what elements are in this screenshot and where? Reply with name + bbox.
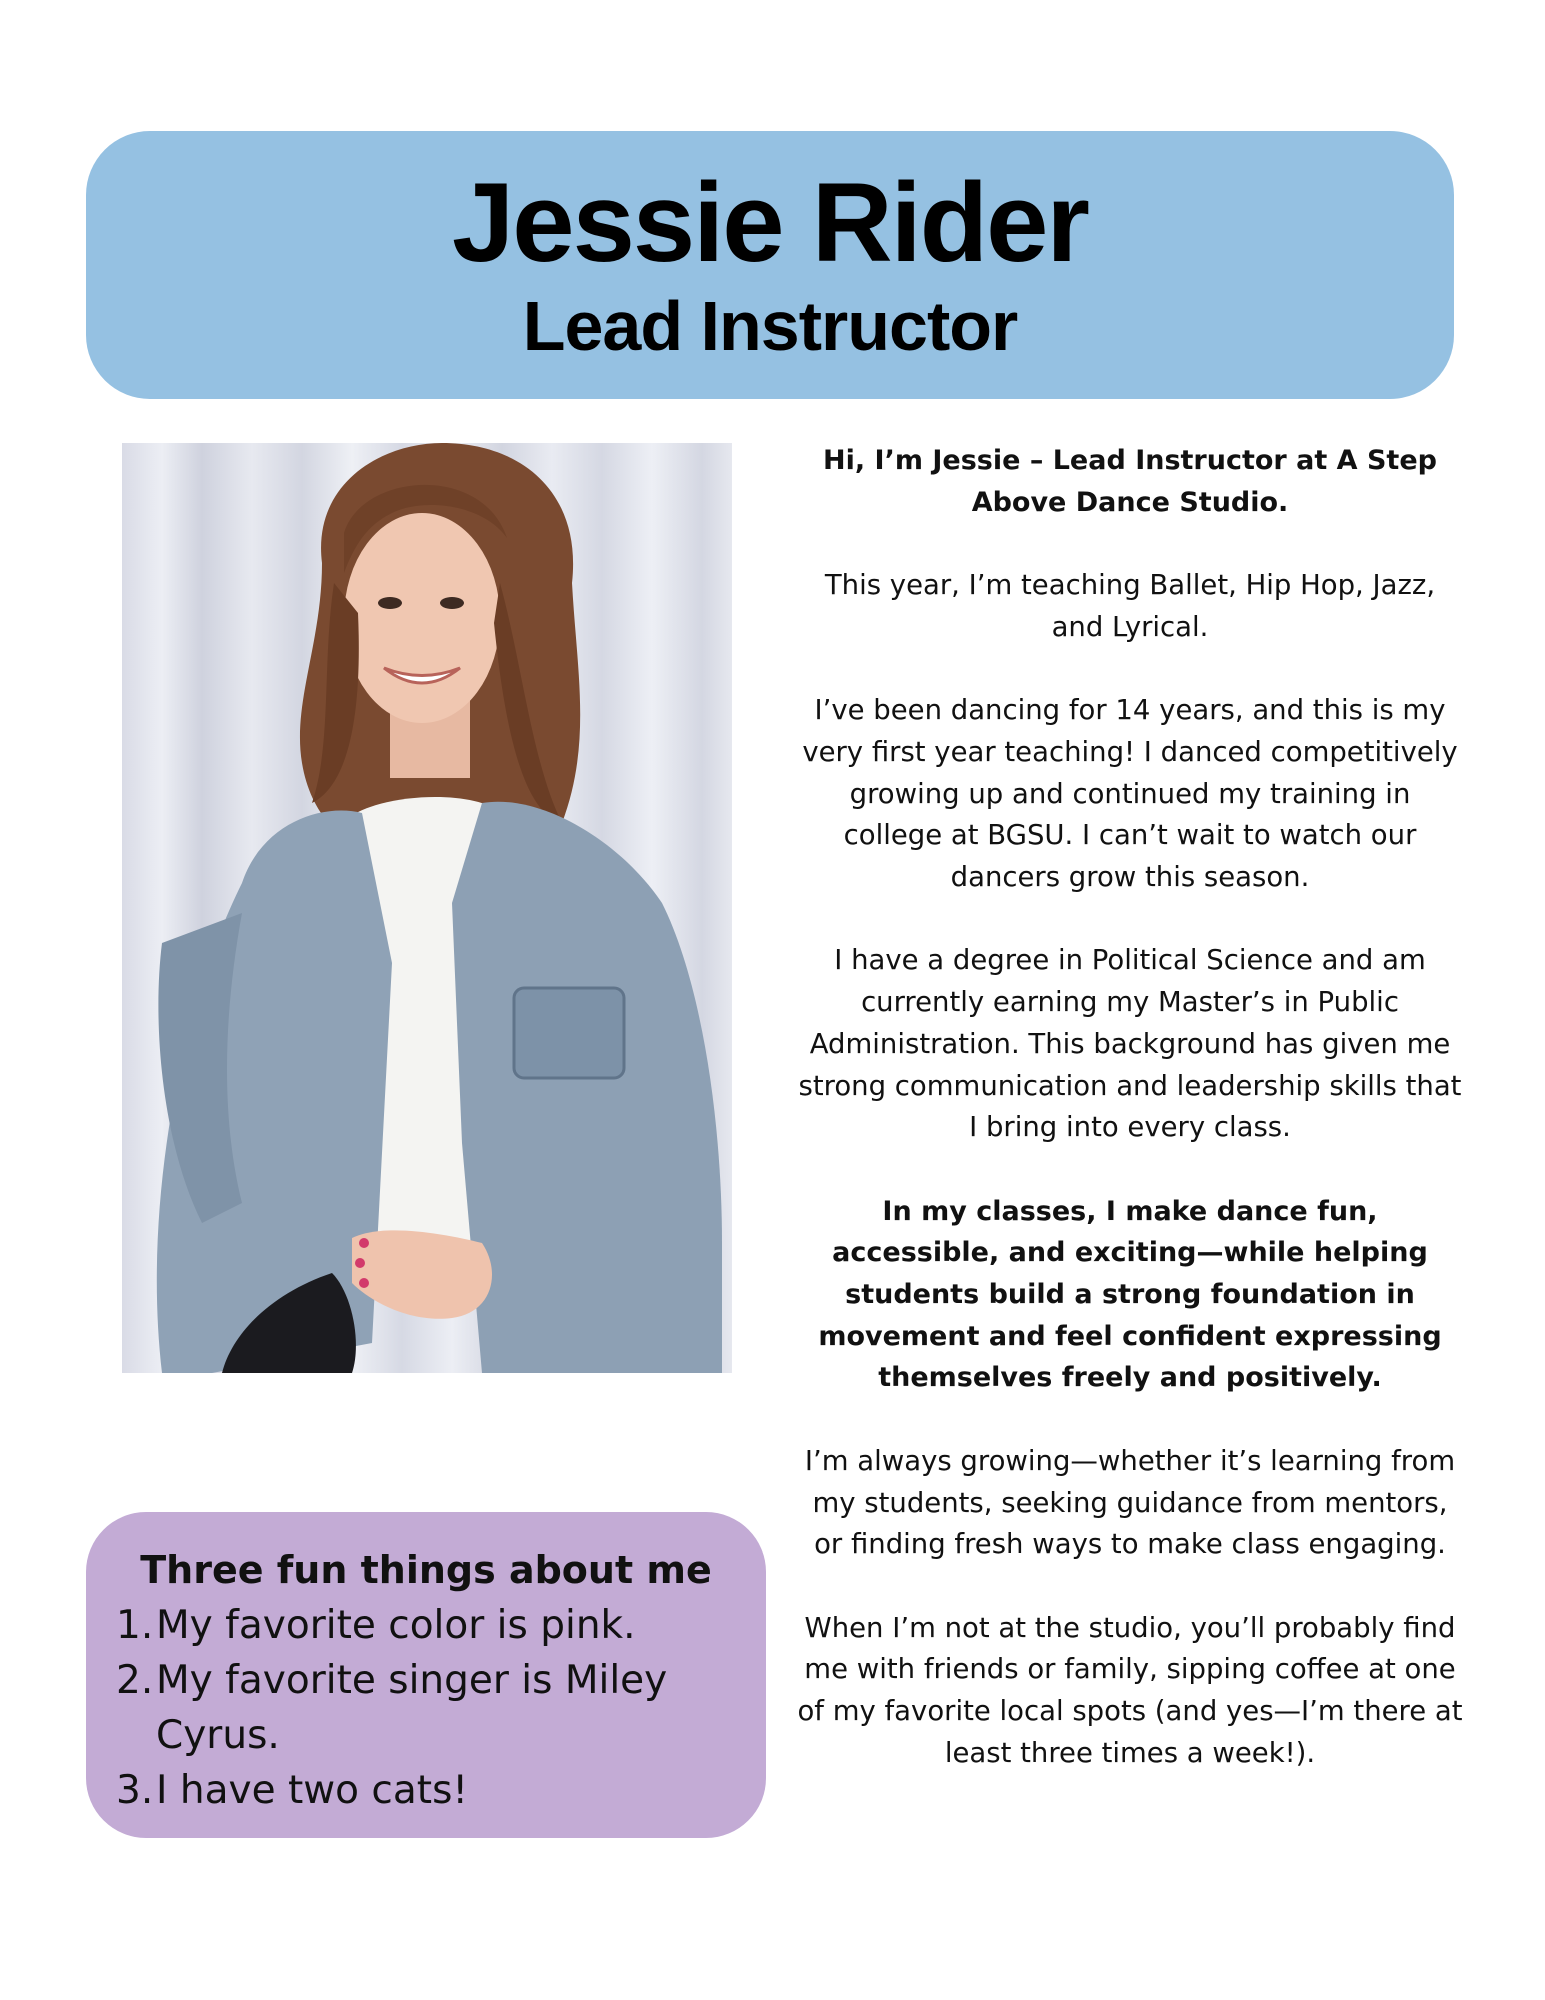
list-item-text: My favorite singer is Miley Cyrus. xyxy=(156,1658,668,1758)
fun-facts-list xyxy=(116,1598,746,1818)
list-item xyxy=(116,1653,746,1763)
bio-paragraph-experience: I’ve been dancing for 14 years, and this is my very first year teaching! I danced competitively growing up and continued my training in college at BGSU. I can’t wait to watch our dancers grow this season. xyxy=(802,694,1458,893)
list-item-number: 1. xyxy=(116,1603,154,1648)
bio-paragraph-personal: When I’m not at the studio, you’ll probably find me with friends or family, sipping coffee at one of my favorite local spots (and yes—I’m there at least three times a week!). xyxy=(797,1611,1463,1769)
fun-facts-box xyxy=(86,1512,766,1838)
bio-paragraph-classes: This year, I’m teaching Ballet, Hip Hop, Jazz, and Lyrical. xyxy=(824,569,1436,643)
bio-paragraph-growth: I’m always growing—whether it’s learning from my students, seeking guidance from mentors, or finding fresh ways to make class engaging. xyxy=(804,1444,1456,1561)
bio-paragraph-education: I have a degree in Political Science and am currently earning my Master’s in Public Administration. This background has given me strong communication and leadership skills that I bring into every class. xyxy=(798,944,1462,1144)
list-item xyxy=(116,1598,746,1653)
bio-text xyxy=(796,440,1464,1816)
instructor-portrait xyxy=(122,443,732,1373)
list-item-text: I have two cats! xyxy=(156,1768,469,1813)
instructor-role: Lead Instructor xyxy=(522,287,1018,365)
portrait-illustration xyxy=(122,443,732,1373)
fun-facts-title: Three fun things about me xyxy=(140,1548,712,1592)
header-banner xyxy=(86,131,1454,399)
instructor-name: Jessie Rider xyxy=(452,160,1088,285)
bio-intro: Hi, I’m Jessie – Lead Instructor at A Step Above Dance Studio. xyxy=(823,445,1437,518)
list-item-text: My favorite color is pink. xyxy=(156,1603,636,1648)
bio-paragraph-teaching-style: In my classes, I make dance fun, accessible, and exciting—while helping students build a strong foundation in movement and feel confident expressing themselves freely and positively. xyxy=(818,1195,1442,1394)
list-item-number: 2. xyxy=(116,1658,154,1703)
list-item xyxy=(116,1763,746,1818)
list-item-number: 3. xyxy=(116,1768,154,1813)
